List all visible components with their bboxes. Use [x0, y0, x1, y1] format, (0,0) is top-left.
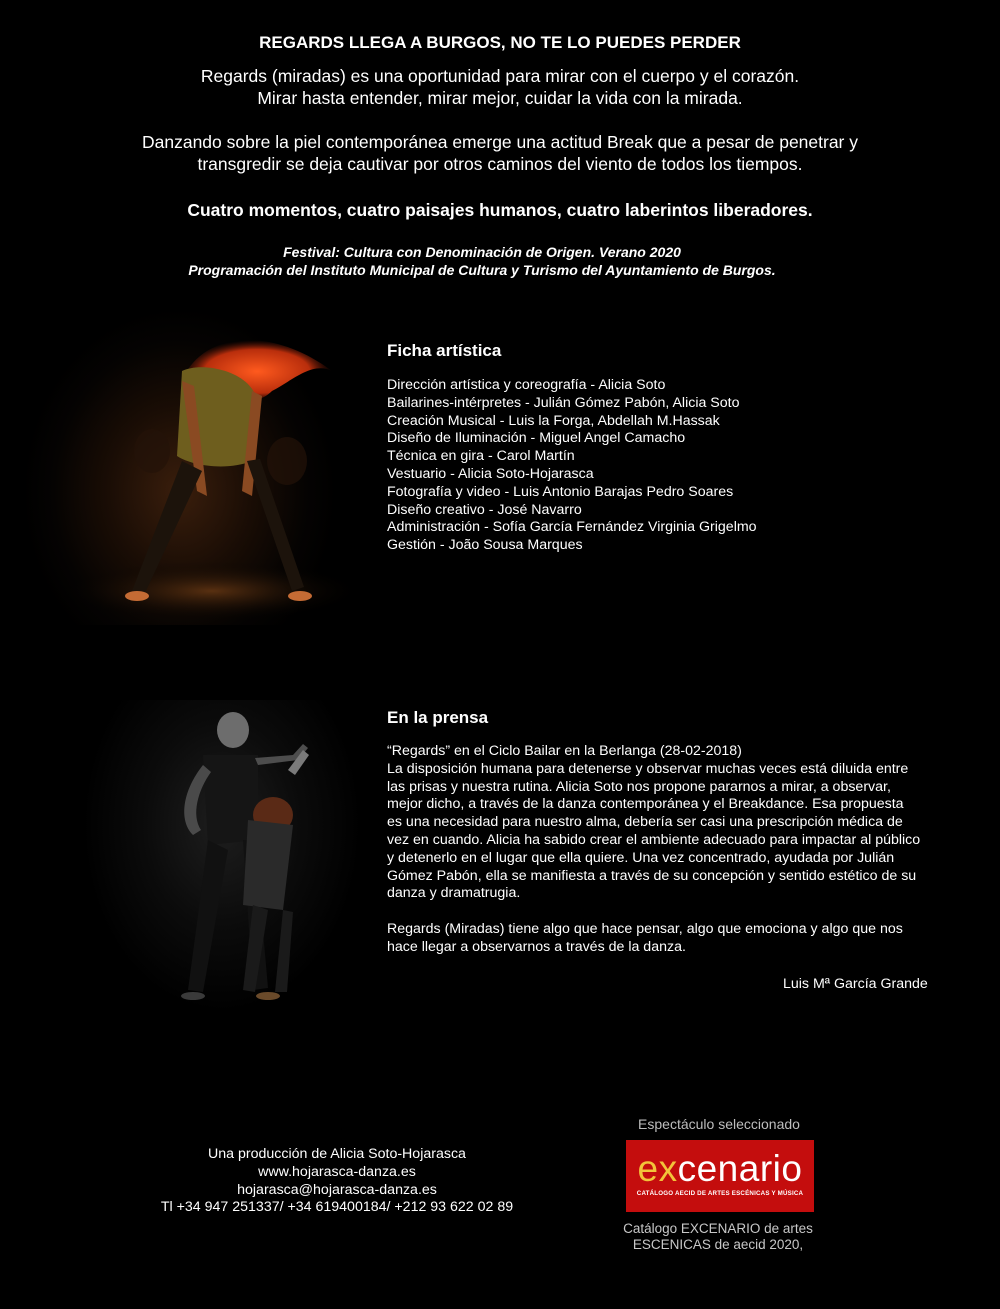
ficha-item: Bailarines-intérpretes - Julián Gómez Pabón, Alicia Soto [387, 394, 740, 411]
ficha-item: Creación Musical - Luis la Forga, Abdellah M.Hassak [387, 412, 720, 429]
dancer-photo-duo [83, 700, 361, 1012]
press-line: “Regards” en el Ciclo Bailar en la Berlanga (28-02-2018) [387, 743, 742, 759]
excenario-logo [626, 1140, 814, 1212]
press-line: y detenerlo en el lugar que ella quiere. Una vez concentrado, ayudada por Julián [387, 849, 895, 866]
excenario-caption [600, 1221, 836, 1252]
press-line: vez en cuando. Alicia ha sabido crear el ambiente adecuado para impactar al público [387, 831, 921, 848]
ficha-item: Diseño creativo - José Navarro [387, 501, 582, 518]
press-paragraph [387, 921, 957, 957]
press-line: mejor dicho, a través de la danza contemporánea y el Breakdance. Esa propuesta [387, 796, 904, 813]
ficha-item: Administración - Sofía García Fernández Virginia Grigelmo [387, 519, 757, 536]
intro-line: Regards (miradas) es una oportunidad para mirar con el cuerpo y el corazón. [200, 66, 800, 86]
press-author: Luis Mª García Grande [783, 976, 928, 992]
selected-label: Espectáculo seleccionado [638, 1116, 800, 1132]
production-credits [140, 1146, 534, 1217]
dancer-solo-illustration [12, 291, 361, 625]
ficha-title: Ficha artística [387, 341, 502, 360]
phone-numbers: Tl +34 947 251337/ +34 619400184/ +212 93 622 02 89 [160, 1199, 514, 1216]
dancer-photo-solo [12, 291, 361, 625]
festival-info [0, 243, 982, 279]
tagline: Cuatro momentos, cuatro paisajes humanos, cuatro laberintos liberadores. [187, 200, 813, 220]
press-line: Regards (Miradas) tiene algo que hace pensar, algo que emociona y algo que nos [387, 920, 903, 937]
intro-paragraph-2 [0, 131, 1000, 175]
excenario-wordmark [626, 1148, 814, 1190]
press-line: hace llegar a observarnos a través de la danza. [387, 938, 686, 955]
ficha-item: Técnica en gira - Carol Martín [387, 448, 575, 465]
page-title: REGARDS LLEGA A BURGOS, NO TE LO PUEDES PERDER [259, 33, 741, 52]
intro-line: Danzando sobre la piel contemporánea emerge una actitud Break que a pesar de penetrar y [141, 132, 858, 152]
caption-line: ESCENICAS de aecid 2020, [632, 1236, 804, 1252]
dancer-duo-illustration [83, 700, 361, 1012]
logo-prefix: ex [637, 1148, 678, 1189]
ficha-item: Diseño de Iluminación - Miguel Angel Camacho [387, 430, 686, 447]
logo-rest: cenario [677, 1148, 803, 1189]
press-line: las prisas y nuestra rutina. Alicia Soto nos propone pararnos a mirar, a observar, [387, 778, 891, 795]
credit-line: Una producción de Alicia Soto-Hojarasca [208, 1146, 466, 1162]
press-line: danza y dramatrugia. [387, 885, 521, 902]
intro-line: transgredir se deja cautivar por otros caminos del viento de todos los tiempos. [197, 154, 803, 174]
ficha-item: Dirección artística y coreografía - Alicia Soto [387, 377, 666, 393]
press-line: La disposición humana para detenerse y observar muchas veces está diluida entre [387, 760, 909, 777]
press-line: es una necesidad para nuestro alma, debería ser casi una prescripción médica de [387, 814, 903, 831]
press-review [387, 743, 957, 974]
prensa-title: En la prensa [387, 708, 489, 727]
festival-line: Programación del Instituto Municipal de Cultura y Turismo del Ayuntamiento de Burgos. [188, 262, 776, 278]
intro-line: Mirar hasta entender, mirar mejor, cuidar la vida con la mirada. [257, 88, 743, 108]
festival-line: Festival: Cultura con Denominación de Origen. Verano 2020 [283, 244, 681, 260]
caption-line: Catálogo EXCENARIO de artes [623, 1221, 813, 1236]
ficha-item: Gestión - João Sousa Marques [387, 537, 583, 554]
email-link[interactable]: hojarasca@hojarasca-danza.es [237, 1181, 437, 1198]
ficha-item: Fotografía y video - Luis Antonio Barajas Pedro Soares [387, 483, 734, 500]
ficha-list [387, 377, 757, 555]
website-link[interactable]: www.hojarasca-danza.es [258, 1163, 416, 1180]
excenario-subtitle: CATÁLOGO AECID DE ARTES ESCÉNICAS Y MÚSICA [636, 1190, 804, 1197]
press-paragraph [387, 743, 957, 903]
press-line: Gómez Pabón, ella se manifiesta a través de su concepción y sentido estético de su [387, 867, 917, 884]
ficha-item: Vestuario - Alicia Soto-Hojarasca [387, 465, 594, 482]
intro-paragraph-1 [0, 65, 1000, 109]
